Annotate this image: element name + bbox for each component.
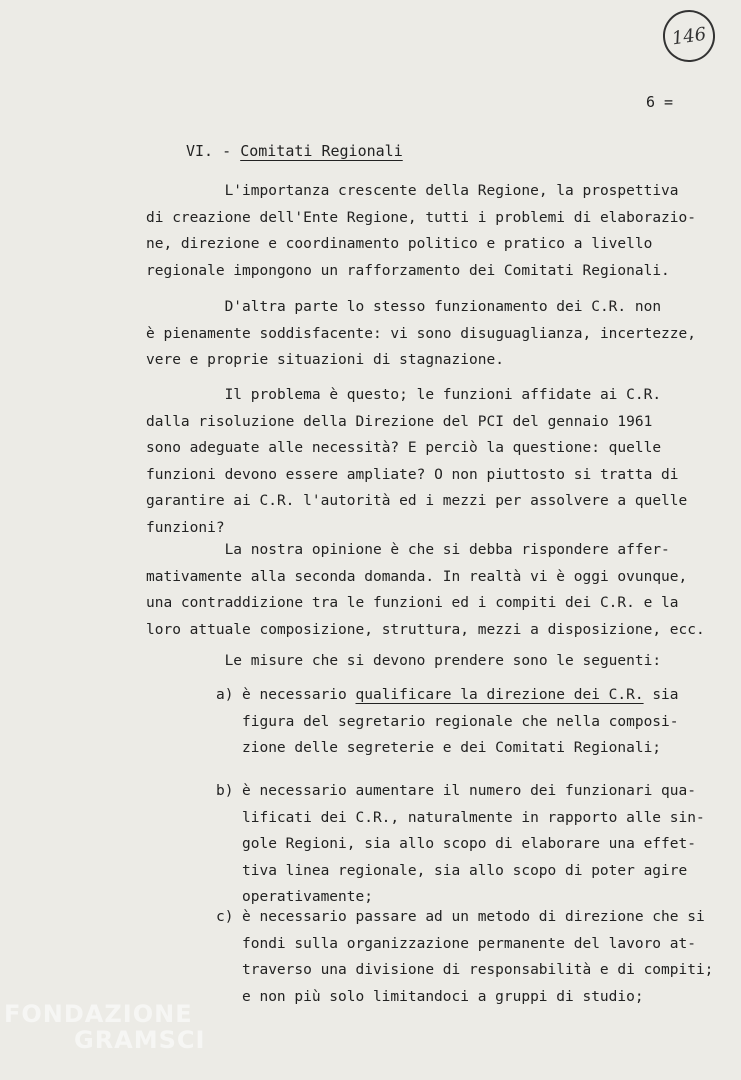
text-line: operativamente; (242, 889, 373, 905)
watermark-line-2: GRAMSCI (74, 1026, 206, 1054)
text-line: garantire ai C.R. l'autorità ed i mezzi per assolvere a quelle (146, 493, 688, 509)
item-a-lead: è necessario (242, 687, 356, 703)
text-line: funzioni? (146, 519, 225, 536)
text-line (242, 682, 732, 709)
item-a-rest: sia (643, 687, 679, 703)
text-line: traverso una divisione di responsabilità e di compiti; (242, 962, 714, 978)
stamp-number: 146 (670, 23, 708, 49)
text-line: Le misure che si devono prendere sono le seguenti: (146, 653, 662, 669)
paragraph-1 (146, 178, 716, 284)
text-line: di creazione dell'Ente Regione, tutti i problemi di elaborazio- (146, 209, 696, 226)
archive-stamp (660, 7, 719, 66)
watermark-line-1: FONDAZIONE (4, 1000, 193, 1028)
watermark-logo (4, 1000, 205, 1054)
text-line: zione delle segreterie e dei Comitati Regionali; (242, 740, 662, 756)
text-line: D'altra parte lo stesso funzionamento dei C.R. non (146, 299, 662, 315)
text-line: tiva linea regionale, sia allo scopo di poter agire (242, 862, 688, 879)
text-line: lificati dei C.R., naturalmente in rapporto alle sin- (242, 809, 705, 826)
text-line: figura del segretario regionale che nella composi- (242, 713, 679, 730)
list-marker: c) (216, 909, 234, 925)
text-line: Il problema è questo; le funzioni affidate ai C.R. (146, 387, 662, 403)
page-number: 6 = (646, 93, 674, 111)
text-line: loro attuale composizione, struttura, mezzi a disposizione, ecc. (146, 621, 705, 638)
heading-title: Comitati Regionali (240, 142, 403, 160)
text-line: è pienamente soddisfacente: vi sono disuguaglianza, incertezze, (146, 325, 696, 342)
list-marker: a) (216, 687, 234, 703)
list-marker: b) (216, 783, 234, 799)
text-line: funzioni devono essere ampliate? O non piuttosto si tratta di (146, 466, 679, 483)
paragraph-3 (146, 382, 716, 541)
text-line: ne, direzione e coordinamento politico e pratico a livello (146, 236, 653, 252)
paragraph-5 (146, 648, 716, 675)
text-line: gole Regioni, sia allo scopo di elaborare una effet- (242, 836, 696, 852)
item-a-underlined: qualificare la direzione dei C.R. (355, 687, 644, 703)
text-line: è necessario passare ad un metodo di direzione che si (242, 909, 705, 925)
heading-prefix: VI. - (186, 142, 241, 160)
paragraph-4 (146, 537, 716, 643)
text-line: dalla risoluzione della Direzione del PCI del gennaio 1961 (146, 413, 653, 430)
section-heading (186, 142, 403, 160)
text-line: L'importanza crescente della Regione, la prospettiva (146, 183, 679, 199)
text-line: una contraddizione tra le funzioni ed i compiti dei C.R. e la (146, 595, 679, 611)
text-line: e non più solo limitandoci a gruppi di studio; (242, 988, 644, 1005)
text-line: fondi sulla organizzazione permanente del lavoro at- (242, 935, 696, 952)
text-line: sono adeguate alle necessità? E perciò la questione: quelle (146, 440, 662, 456)
text-line: mativamente alla seconda domanda. In realtà vi è oggi ovunque, (146, 568, 688, 585)
text-line: regionale impongono un rafforzamento dei Comitati Regionali. (146, 262, 670, 279)
text-line: vere e proprie situazioni di stagnazione. (146, 352, 504, 368)
paragraph-2 (146, 294, 716, 374)
text-line: La nostra opinione è che si debba rispondere affer- (146, 542, 670, 558)
text-line: è necessario aumentare il numero dei funzionari qua- (242, 783, 696, 799)
